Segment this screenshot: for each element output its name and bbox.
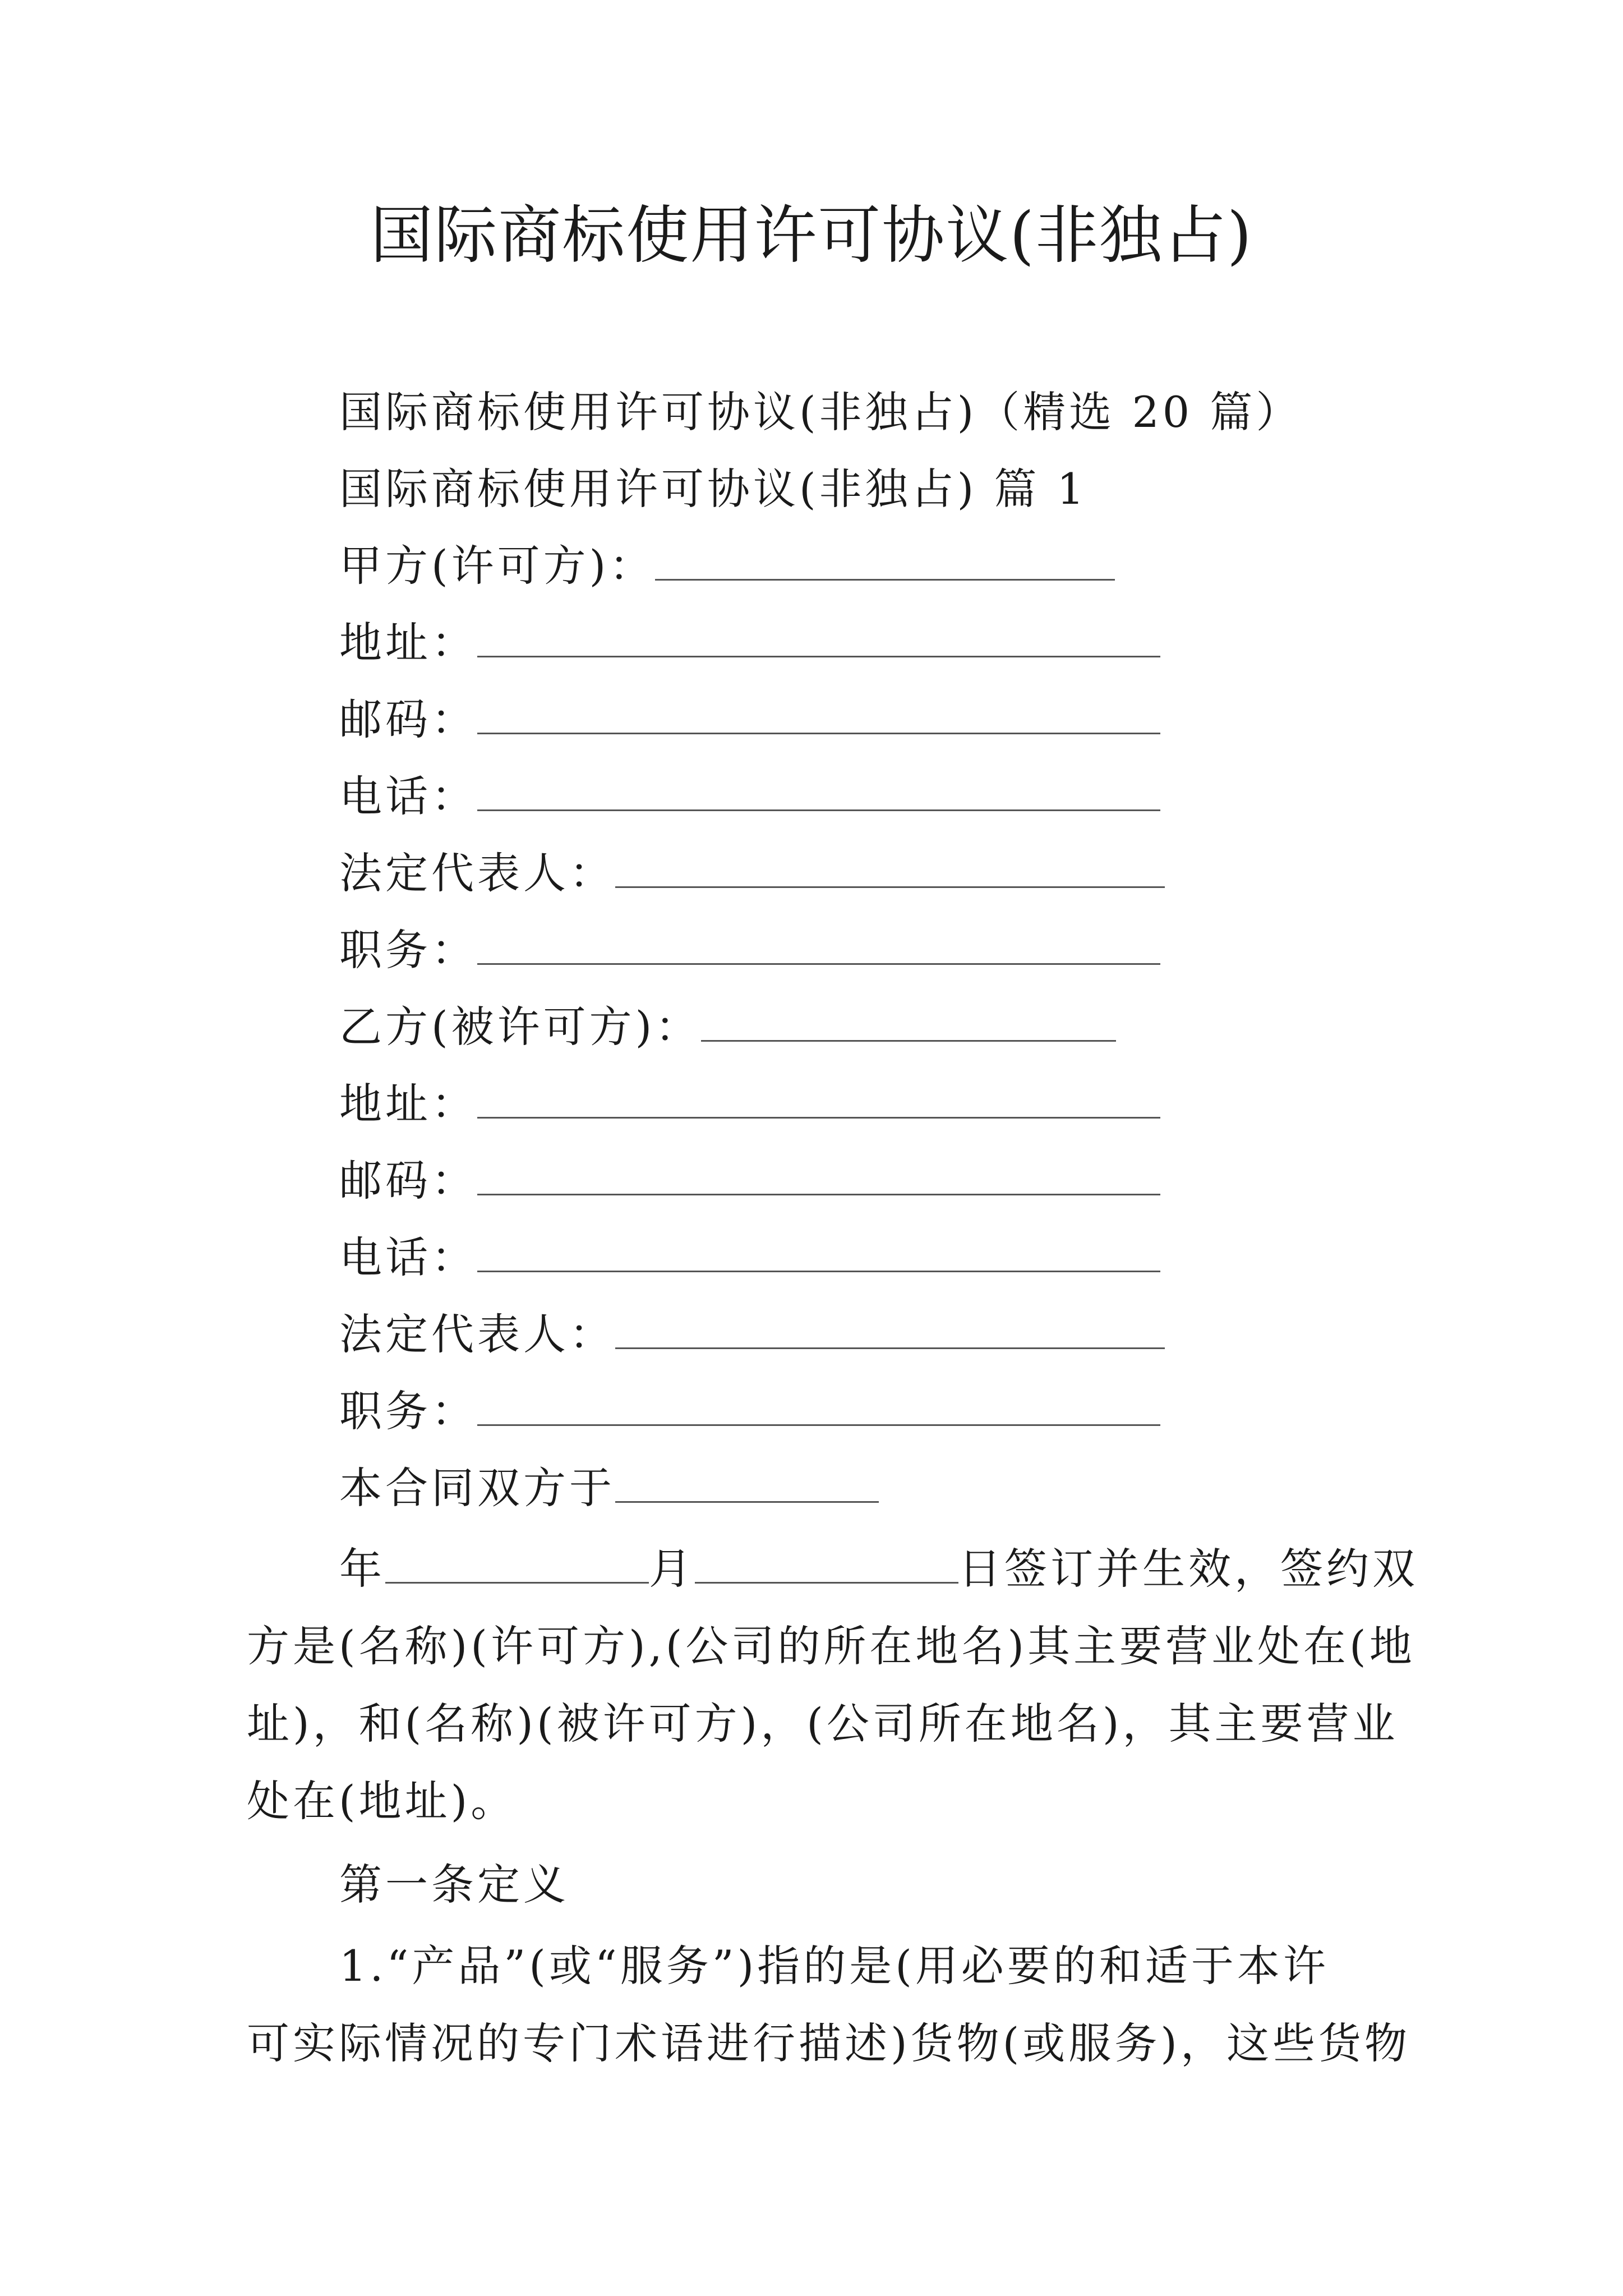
- document-subtitle: 国际商标使用许可协议(非独占)（精选 20 篇）: [339, 387, 1302, 437]
- definition-1-line-2: 可实际情况的专门术语进行描述)货物(或服务)，这些货物: [247, 2018, 1410, 2068]
- party-a-blank[interactable]: [655, 540, 1115, 581]
- party-b-legal-rep-row: [339, 1304, 1165, 1365]
- signing-year: 年: [339, 1544, 385, 1594]
- party-a-phone-blank[interactable]: [477, 770, 1160, 811]
- definition-1-line-1: 1.“产品”(或“服务”)指的是(用必要的和适于本许: [339, 1941, 1329, 1991]
- party-b-position-blank[interactable]: [477, 1385, 1160, 1426]
- signing-month: 月: [649, 1544, 695, 1594]
- signing-paragraph: [247, 1530, 1418, 1840]
- party-a-postcode-row: [339, 689, 1160, 751]
- signing-line-1: [247, 1530, 1418, 1608]
- document-title: 国际商标使用许可协议(非独占): [370, 199, 1253, 272]
- party-a-row: [339, 535, 1115, 597]
- definition-1-paragraph: [247, 1927, 1410, 2082]
- party-b-label: 乙方(被许可方)：: [339, 1002, 702, 1052]
- party-b-blank[interactable]: [701, 1001, 1116, 1042]
- party-a-position-label: 职务：: [339, 925, 477, 975]
- party-b-address-row: [339, 1073, 1160, 1135]
- signing-intro: 本合同双方于: [339, 1463, 615, 1513]
- party-b-postcode-blank[interactable]: [477, 1154, 1160, 1195]
- party-a-position-row: [339, 919, 1160, 981]
- party-a-phone-label: 电话：: [339, 771, 477, 821]
- party-b-postcode-label: 邮码：: [339, 1156, 477, 1205]
- party-a-legal-rep-row: [339, 843, 1165, 904]
- party-b-legal-rep-label: 法定代表人：: [339, 1309, 615, 1359]
- party-a-postcode-blank[interactable]: [477, 693, 1160, 734]
- signing-day-text: 日签订并生效，签约双: [958, 1544, 1418, 1594]
- party-b-address-blank[interactable]: [477, 1078, 1160, 1119]
- party-b-postcode-row: [339, 1150, 1160, 1212]
- party-b-legal-rep-blank[interactable]: [615, 1308, 1165, 1349]
- party-b-position-label: 职务：: [339, 1386, 477, 1436]
- party-a-postcode-label: 邮码：: [339, 694, 477, 744]
- article-1-heading: 第一条定义: [339, 1860, 569, 1910]
- party-b-phone-label: 电话：: [339, 1232, 477, 1282]
- party-a-address-row: [339, 612, 1160, 674]
- party-a-phone-row: [339, 766, 1160, 827]
- party-b-row: [339, 996, 1116, 1058]
- section-heading: 国际商标使用许可协议(非独占) 篇 1: [339, 464, 1087, 514]
- party-b-position-row: [339, 1381, 1160, 1442]
- party-a-legal-rep-blank[interactable]: [615, 847, 1165, 888]
- signing-month-blank[interactable]: [695, 1543, 958, 1584]
- signing-line-2: 方是(名称)(许可方),(公司的所在地名)其主要营业处在(地: [247, 1621, 1415, 1671]
- party-a-label: 甲方(许可方)：: [339, 541, 656, 591]
- party-a-legal-rep-label: 法定代表人：: [339, 848, 615, 898]
- party-b-phone-blank[interactable]: [477, 1231, 1160, 1272]
- party-a-position-blank[interactable]: [477, 924, 1160, 965]
- party-b-phone-row: [339, 1227, 1160, 1289]
- signing-line-3: 址)，和(名称)(被许可方)，(公司所在地名)，其主要营业: [247, 1699, 1399, 1749]
- signing-intro-row: [339, 1457, 879, 1519]
- signing-date-blank[interactable]: [615, 1462, 879, 1503]
- party-a-address-blank[interactable]: [477, 616, 1160, 657]
- signing-year-blank[interactable]: [385, 1543, 649, 1584]
- signing-line-4: 处在(地址)。: [247, 1776, 517, 1826]
- party-a-address-label: 地址：: [339, 618, 477, 668]
- party-b-address-label: 地址：: [339, 1079, 477, 1129]
